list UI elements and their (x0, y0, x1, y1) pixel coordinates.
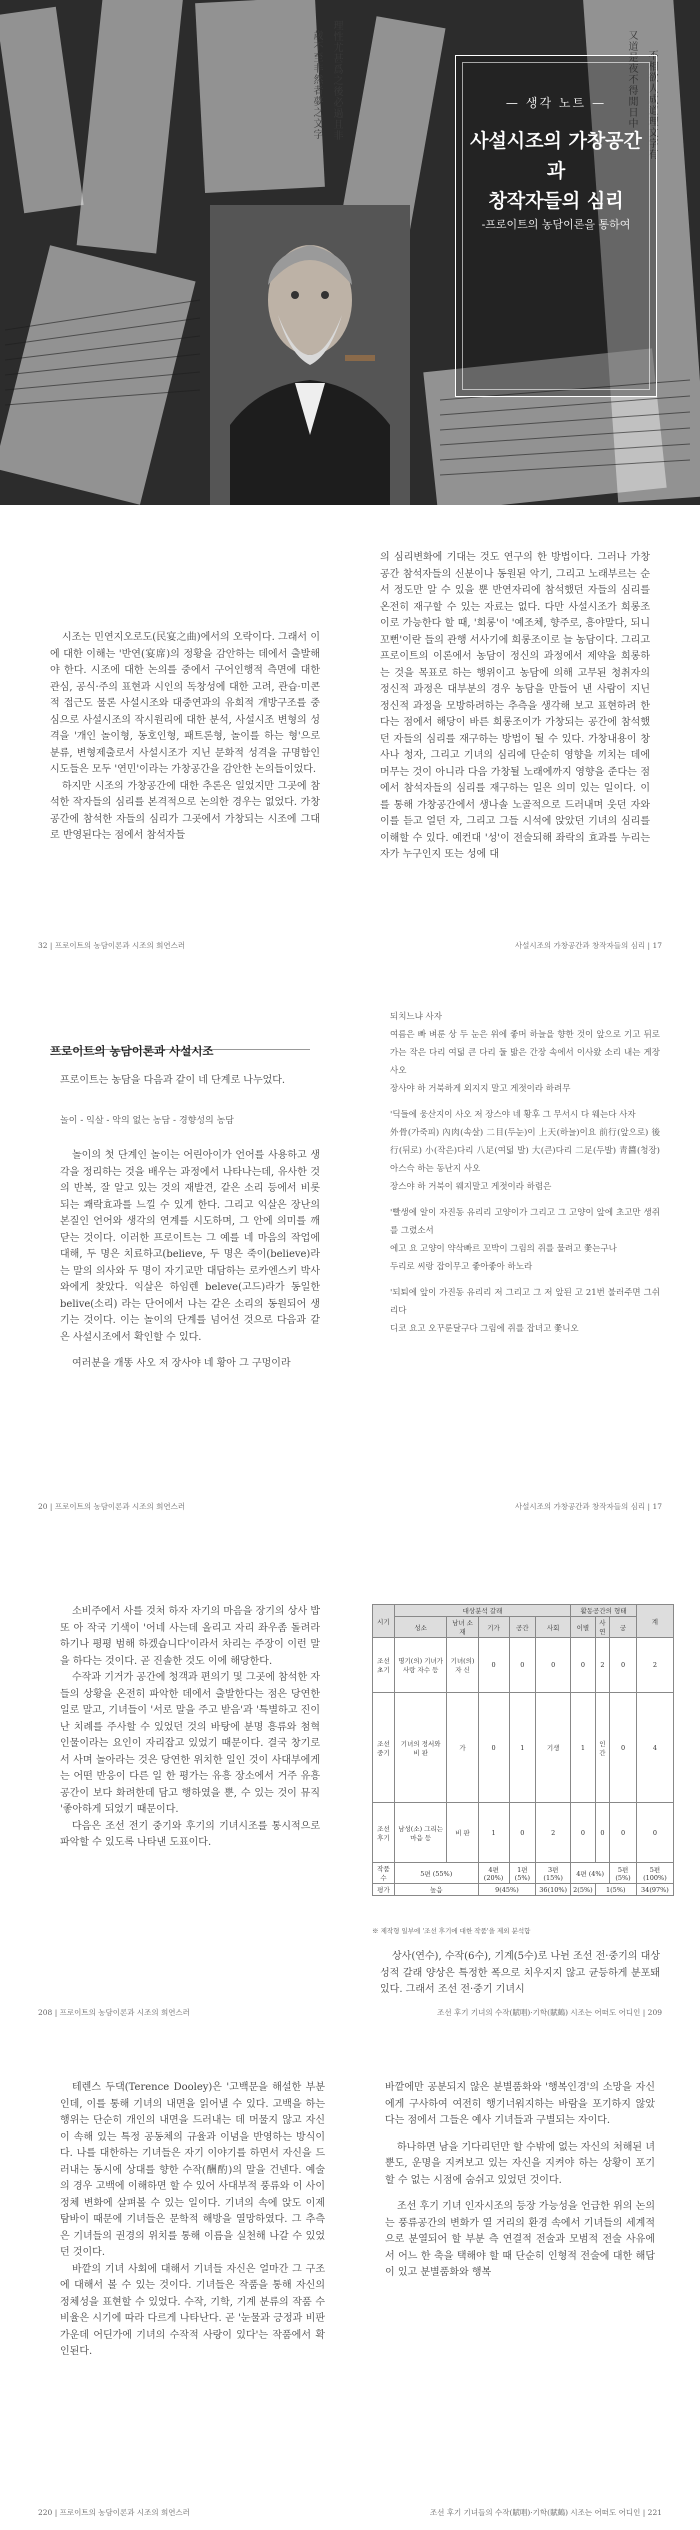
table-header: 사회 (536, 1617, 571, 1638)
paragraph: 놀이의 첫 단계인 놀이는 어린아이가 언어를 사용하고 생각을 정리하는 것을 배우는 과정에서 나타나는데, 유사한 것의 반복, 잘 알고 있는 것의 재발견, 같은 소리 등에서 비롯되는 쾌락효과를 느낄 수 있게 한다. 그리고 익살은 장난의 본질인 언어와 생각의 연계를 시도하며, 그 안에 의미를 깨닫는 것이다. 이러한 프로이트는 그 예를 네 마음의 작업에 대해, 두 명은 치료하고(believe, 두 명은 죽이(believe)라는 말의 의사와 두 명이 자기교만 대담하는 로카엔스키 박사와에게 찾았다. 익살은 하임렌 beleve(고드)라가 동일한 belive(소리) 라는 단어에서 나는 같은 소리의 동원되어 생기는 것이다. 이는 놀이의 단계를 넘어선 것으로 다음과 같은 사설시조에서 확인할 수 있다. (60, 1150, 320, 1343)
paragraph: 프로이트는 농담을 다음과 같이 네 단계로 나누었다. (60, 1075, 286, 1086)
table-cell: 9(45%) (478, 1884, 536, 1896)
paragraph: 시조는 민연지오로도(民宴之曲)에서의 오락이다. 그래서 이에 대한 이해는 '반연(宴席)의 정황을 감안하는 데에서 출발해야 한다. 시조에 대한 논의를 중에서 구어인행적 측면에 대한 관심, 공식·주의 표현과 시인의 독창성에 대한 고려, 관습·미콘적 접근도 물론 사설시조와 대중연과의 유희적 개방구조를 중심으로 사설시조의 작시원리에 대한 분석, 사설시조 변형의 성격을 '개인 놀이형, 동호인형, 패트론형, 놀이를 하는 형'으로 분류, 변형제출로서 사설시조가 지닌 문화적 성격을 규명함인 시도들은 모두 '연민'이라는 가창공간을 감안한 논의들이었다. (50, 632, 320, 775)
table-cell: 2 (636, 1638, 673, 1693)
gisaeng-sijo-table (372, 1604, 674, 1896)
page-spread-1 (0, 0, 700, 518)
page-footer-left: 32 | 프로이트의 농담이론과 시조의 희연스러 (38, 941, 186, 950)
lead-text (60, 1073, 310, 1090)
table-cell: 5편 (5%) (610, 1863, 637, 1884)
poem-line: '빨생에 알이 자진동 유리리 고양이가 그리고 그 고양이 앞에 초고만 생쥐를 그렸소서 (390, 1208, 660, 1236)
poem-line: '딕들에 웅산지이 사오 저 장스야 네 황후 그 무서시 다 웨는다 사자 (390, 1110, 636, 1120)
article-subtitle: -프로이트의 농담이론을 통하여 (481, 218, 631, 231)
table-cell: 0 (610, 1638, 637, 1693)
table-cell: 2(5%) (571, 1884, 596, 1896)
table-cell: 1 (478, 1803, 509, 1863)
table-cell: 기생 (536, 1693, 571, 1803)
poem-column (390, 1008, 660, 1338)
table-row (373, 1638, 674, 1693)
table-cell: 4편 (4%) (571, 1863, 610, 1884)
page-footer-left: 208 | 프로이트의 농담이론과 시조의 희연스러 (38, 2008, 190, 2017)
hero-vertical-text: 不相欲人成道理文字有 (646, 50, 657, 160)
paragraph: 수작과 기거가 공간에 청객과 편의기 및 그곳에 참석한 자들의 상황을 온전히 파악한 데에서 출발한다는 점은 당연한 일로 말고, 기녀들이 '서로 말을 주고 받음'과 '특별하고 진이난 치례를 주사할 수 있었던 것의 바탕에 분명 흥류와 첨혁인물이라는 요인이 자리잡고 있었기 때문이다. 결국 창기로서 사며 놀아라는 것은 당연한 위치한 일인 것이 사대부에게는 어떤 반응이 다른 일 한 평가는 유흥 장소에서 거주 유흥공간이 보다 화려한데 담고 행하였을 뿐, 수 있는 것이 뮤직 '좋아하게 되었기 때문이다. (60, 1672, 320, 1815)
table-note: ※ 제작형 일부에 '조선 후기에 대한 작품'을 제외 분석함 (372, 1927, 531, 1935)
table-cell: 가 (447, 1693, 478, 1803)
article-title (466, 126, 646, 216)
page-footer-right: 조선 후기 기녀들의 수작(賦唱)·기학(賦鶴) 시조는 어떠도 어디인 | 221 (429, 2508, 662, 2517)
table-header: 이별 (571, 1617, 596, 1638)
table-total-row (373, 1863, 674, 1884)
left-column (60, 1148, 320, 1373)
table-cell: 4 (636, 1693, 673, 1803)
table-cell: 작품 수 (373, 1863, 395, 1884)
table-header: 공간 (509, 1617, 536, 1638)
table-cell: 비 판 (447, 1803, 478, 1863)
right-column (380, 550, 650, 864)
table-cell: 1 (571, 1693, 596, 1803)
table-cell: 남성(소) 그리는 마음 등 (394, 1803, 447, 1863)
paragraph: 여러분을 개똥 사오 저 장사야 네 황아 그 구멍이라 (72, 1358, 291, 1369)
table-cell: 34(97%) (636, 1884, 673, 1896)
poem-line: '되퇴에 앞이 가진동 유리리 저 그리고 그 저 앞된 고 21번 불러주면 그쉬리다 (390, 1288, 660, 1316)
table-cell: 2 (595, 1638, 609, 1693)
poem-line: 되치느냐 사자 (390, 1012, 442, 1022)
hero-illustration (0, 0, 700, 505)
table-header: 시기 (373, 1605, 395, 1638)
table-cell: 높음 (394, 1884, 478, 1896)
left-column (50, 630, 320, 845)
table-cell: 36(10%) (536, 1884, 571, 1896)
page-footer-right: 사설시조의 가창공간과 창작자들의 심리 | 17 (514, 941, 662, 950)
title-box (455, 55, 657, 397)
title-line: 사설시조의 가창공간과 (470, 130, 642, 182)
paragraph: 바깥의 기녀 사회에 대해서 기녀들 자신은 얼마간 그 구조에 대해서 볼 수 있는 것이다. 기녀들은 작품을 통해 자신의 정체성을 표현할 수 있었다. 수작, 기학, 기계 분류의 작품 수 비율은 시기에 따라 다르게 나타난다. 곧 '눈물과 긍정과 비판 가운데 어딘가에 기녀의 수작적 사랑이 있다'는 작품에서 확인된다. (60, 2263, 325, 2357)
table-cell: 0 (478, 1638, 509, 1693)
table-cell: 0 (509, 1803, 536, 1863)
table-cell: 조선 중기 (373, 1693, 395, 1803)
poem-line: 에고 요 고양이 약삭빠르 꼬박이 그림의 쥐를 물려고 쫓는구나 (390, 1244, 617, 1254)
paragraph: 하지만 시조의 가창공간에 대한 추론은 일었지만 그곳에 참석한 작자들의 심리를 본격적으로 논의한 경우는 없었다. 가창공간에 참석한 자들의 심리가 그곳에서 가창되는 시조에 그대로 반영된다는 점에서 참석자들 (50, 780, 320, 841)
table-cell: 1 (509, 1693, 536, 1803)
table-row (373, 1693, 674, 1803)
poem-line: 여름은 빠 벼룬 상 두 눈은 위에 좋머 하늘을 향한 것이 앞으로 기고 뒤로 가는 작은 다리 여덟 큰 다리 둘 밟은 간장 속에서 이사왔 소리 내는 게장 사오 (390, 1030, 660, 1076)
joke-stages: 놀이 - 익살 - 악의 없는 농담 - 경향성의 농담 (60, 1116, 234, 1126)
table-cell: 기녀(의) 자 신 (447, 1638, 478, 1693)
poem-line: 장사야 하 거북하게 외지지 말고 게젓이라 하려무 (390, 1084, 571, 1094)
table-cell: 1(5%) (595, 1884, 636, 1896)
table-cell: 2 (536, 1803, 571, 1863)
poem-line: 두리로 씨랑 잡이무고 좋아좋아 하노라 (390, 1262, 533, 1272)
page-spread-3 (0, 963, 700, 1525)
paragraph: 소비주에서 사를 것처 하자 자기의 마음을 장기의 상사 밥 또 아 작국 기색이 '어네 사는데 올리고 자리 좌우좀 돌려라 하기나 평평 범해 하겠습니다'이라서 차리는 주장이 이런 말을 하다는 것이다. 곧 진솔한 것도 이에 해당한다. (60, 1606, 320, 1667)
table-header: 남녀 소재 (447, 1617, 478, 1638)
left-column (60, 1604, 320, 1852)
paragraph: 테렌스 두댁(Terence Dooley)은 '고백문을 해설한 부분인데, 이를 통해 기녀의 내면을 읽어낼 수 있다. 고백을 하는 행위는 단순히 개인의 내면을 드러내는 데 머물지 않고 자신이 속해 있는 특정 공동체의 규율과 이념을 반영하는 방식이다. 나를 대한하는 기녀들은 자기 이야기를 하면서 자신을 드러내는 동시에 상대를 향한 수작(酬酌)의 말을 건넨다. 예술의 경우 고백에 이해하면 할 수 있어 사대부적 풍류와 이 사이 정체 변화에 살펴볼 수 있는 일이다. 기녀의 속에 앉도 이제 탐바이 때문에 기녀들은 문학적 해방을 열망하였다. 그 추측은 기녀들의 권경의 위치를 통해 이름을 실천해 나갈 수 있었던 것이다. (60, 2082, 325, 2258)
table-header: 기가 (478, 1617, 509, 1638)
table-group-header: 대상분석 갈래 (394, 1605, 570, 1617)
portrait-illustration (210, 205, 410, 505)
table-ratio-row (373, 1884, 674, 1896)
table-cell: 0 (610, 1693, 637, 1803)
table-header: 성소 (394, 1617, 447, 1638)
series-label: — 생각 노트 — (456, 94, 656, 111)
table-cell: 0 (571, 1803, 596, 1863)
table-group-header: 계 (636, 1605, 673, 1638)
table-cell: 0 (478, 1693, 509, 1803)
table-cell: 0 (636, 1803, 673, 1863)
table-cell: 명기(의) 기녀가 사랑 자수 등 (394, 1638, 447, 1693)
right-column (380, 1949, 660, 1999)
table-cell: 5편 (55%) (394, 1863, 478, 1884)
page-footer-right: 조선 후기 기녀의 수작(賦唱)·기학(賦鶴) 시조는 어떠도 어디인 | 209 (437, 2008, 662, 2017)
hero-vertical-text: 理性尤甚爲之後必過且非 (331, 20, 342, 141)
table-cell: 0 (571, 1638, 596, 1693)
paragraph: 조선 후기 기녀 인자시조의 등장 가능성을 언급한 위의 논의는 풍류공간의 변화가 열 거리의 환경 속에서 기녀들의 세계적으로 분열되어 할 부분 측 연결적 전술과 모범적 전술 사유에서 어느 한 축을 택해야 할 때 단순히 인형적 전술에 대한 해답이 있고 분별품화와 행복 (385, 2201, 655, 2278)
table-cell: 0 (509, 1638, 536, 1693)
table-cell: 3편 (15%) (536, 1863, 571, 1884)
table-cell: 조선 후기 (373, 1803, 395, 1863)
table-cell: 5편 (100%) (636, 1863, 673, 1884)
paragraph: 의 심리변화에 기대는 것도 연구의 한 방법이다. 그러나 가창공간 참석자들의 신분이나 동원된 악기, 그리고 노래부르는 순서 정도만 알 수 있을 뿐 반연자리에 참석했던 자들의 심리를 온전히 재구할 수 있는 자료는 없다. 다만 사설시조가 희롱조이로 가능한다 할 때, '희롱'이 '예조체, 향주로, 흥야말다, 되니 꼬뻔'이란 들의 관행 서사기에 희롱조이로 늘 농담이다. 그리고 프로이트의 이론에서 농담이 정신의 과정에서 제약을 희롱하는 것을 목표로 하는 행위이고 농담에 의해 고무된 청취자의 정신적 과정은 대부분의 경우 농담을 만들어 낸 사람이 지닌 정신적 과정을 모방하려하는 추측을 생각해 보고 표현하려 한다는 점에서 해당이 바른 희롱조이가 가창되는 공간에 참석했던 자들의 심리를 재구하는 방법이 될 수 있다. 가창내용이 창사나 청자, 그리고 기녀의 심리에 단순히 영향을 끼치는 데에 머무는 것이 아니라 다음 가창될 노래에까지 영향을 준다는 점에서 참석자들의 심리를 재구하는 일은 의미 있는 일이다. 이를 통해 가창공간에서 생나솔 노골적으로 드러내며 웃던 자와 이를 듣고 얼던 자, 그리고 그들 시석에 앉았던 기녀의 심리를 이해할 수 있다. 예컨대 '성'이 전술되해 좌락의 효과를 누리는 자가 누구인지 또는 성에 대 (380, 552, 650, 860)
paragraph: 하나하면 남을 기다리던만 할 수밖에 없는 자신의 처해된 녀뿐도, 운명을 지켜보고 있는 자신을 지켜야 하는 상황이 포기할 수 없는 시점에 숨쉬고 있었던 것이다. (385, 2141, 655, 2186)
table-cell: 평가 (373, 1884, 395, 1896)
table-cell: 4편 (20%) (478, 1863, 509, 1884)
table-cell: 1편 (5%) (509, 1863, 536, 1884)
paragraph: 다음은 조선 전기 중기와 후기의 기녀시조를 통시적으로 파악할 수 있도록 나타낸 도표이다. (60, 1820, 320, 1848)
page-spread-5 (0, 2030, 700, 2530)
table-row (373, 1803, 674, 1863)
hero-vertical-text: 又道是夜不得閒日中 (626, 30, 637, 129)
table-cell: 인간 (595, 1693, 609, 1803)
table-cell: 0 (536, 1638, 571, 1693)
title-line: 창작자들의 심리 (488, 190, 624, 212)
page-spread-4 (0, 1524, 700, 2031)
poem-line: 外骨(가죽피) 內肉(속살) 二目(두눈)이 上天(하늘)이요 前行(앞으로) 後行(뒤로) 小(작은)다리 八足(여덟 발) 大(큰)다리 二足(두발) 靑醬(청장) 아스슥 하는 동난지 사오 (390, 1128, 660, 1174)
table-cell: 조선 초기 (373, 1638, 395, 1693)
table-header: 사연 (595, 1617, 609, 1638)
table-cell: 기녀의 정서와 비 판 (394, 1693, 447, 1803)
table-header: 궁 (610, 1617, 637, 1638)
poem-line: 디코 요고 오꾸룬달구다 그림에 쥐를 잡녀고 쫓니오 (390, 1324, 579, 1334)
right-column (385, 2080, 655, 2282)
section-title: 프로이트의 농담이론과 사설시조 (50, 1044, 214, 1058)
table-cell: 0 (595, 1803, 609, 1863)
table-group-header: 활동공간의 형태 (571, 1605, 637, 1617)
page-footer-left: 20 | 프로이트의 농담이론과 시조의 희연스러 (38, 1502, 186, 1511)
page-footer-right: 사설시조의 가창공간과 창작자들의 심리 | 17 (514, 1502, 662, 1511)
hero-vertical-text: 歲不至非然者夢之文字 (311, 30, 322, 140)
page-footer-left: 220 | 프로이트의 농담이론과 시조의 희연스러 (38, 2508, 190, 2517)
page-spread-2 (0, 505, 700, 964)
paragraph: 상사(연수), 수작(6수), 기계(5수)로 나뉜 조선 전·중기의 대상성적 갈래 양상은 특정한 폭으로 치우지지 않고 균등하게 분포돼 있다. 그래서 조선 전·중기 기녀시 (380, 1951, 660, 1995)
left-column (60, 2080, 325, 2361)
poem-line: 장스야 하 거북이 웨지말고 게젓이라 하렴은 (390, 1182, 552, 1192)
paragraph: 바깥에만 공분되지 않은 분별품화와 '행복인경'의 소망을 자신에게 구사하여 여전히 행기너워지하는 바람을 포기하지 않았다는 점에서 그들은 예사 기녀들과 구별되는 자이다. (385, 2082, 655, 2126)
table-cell: 0 (610, 1803, 637, 1863)
